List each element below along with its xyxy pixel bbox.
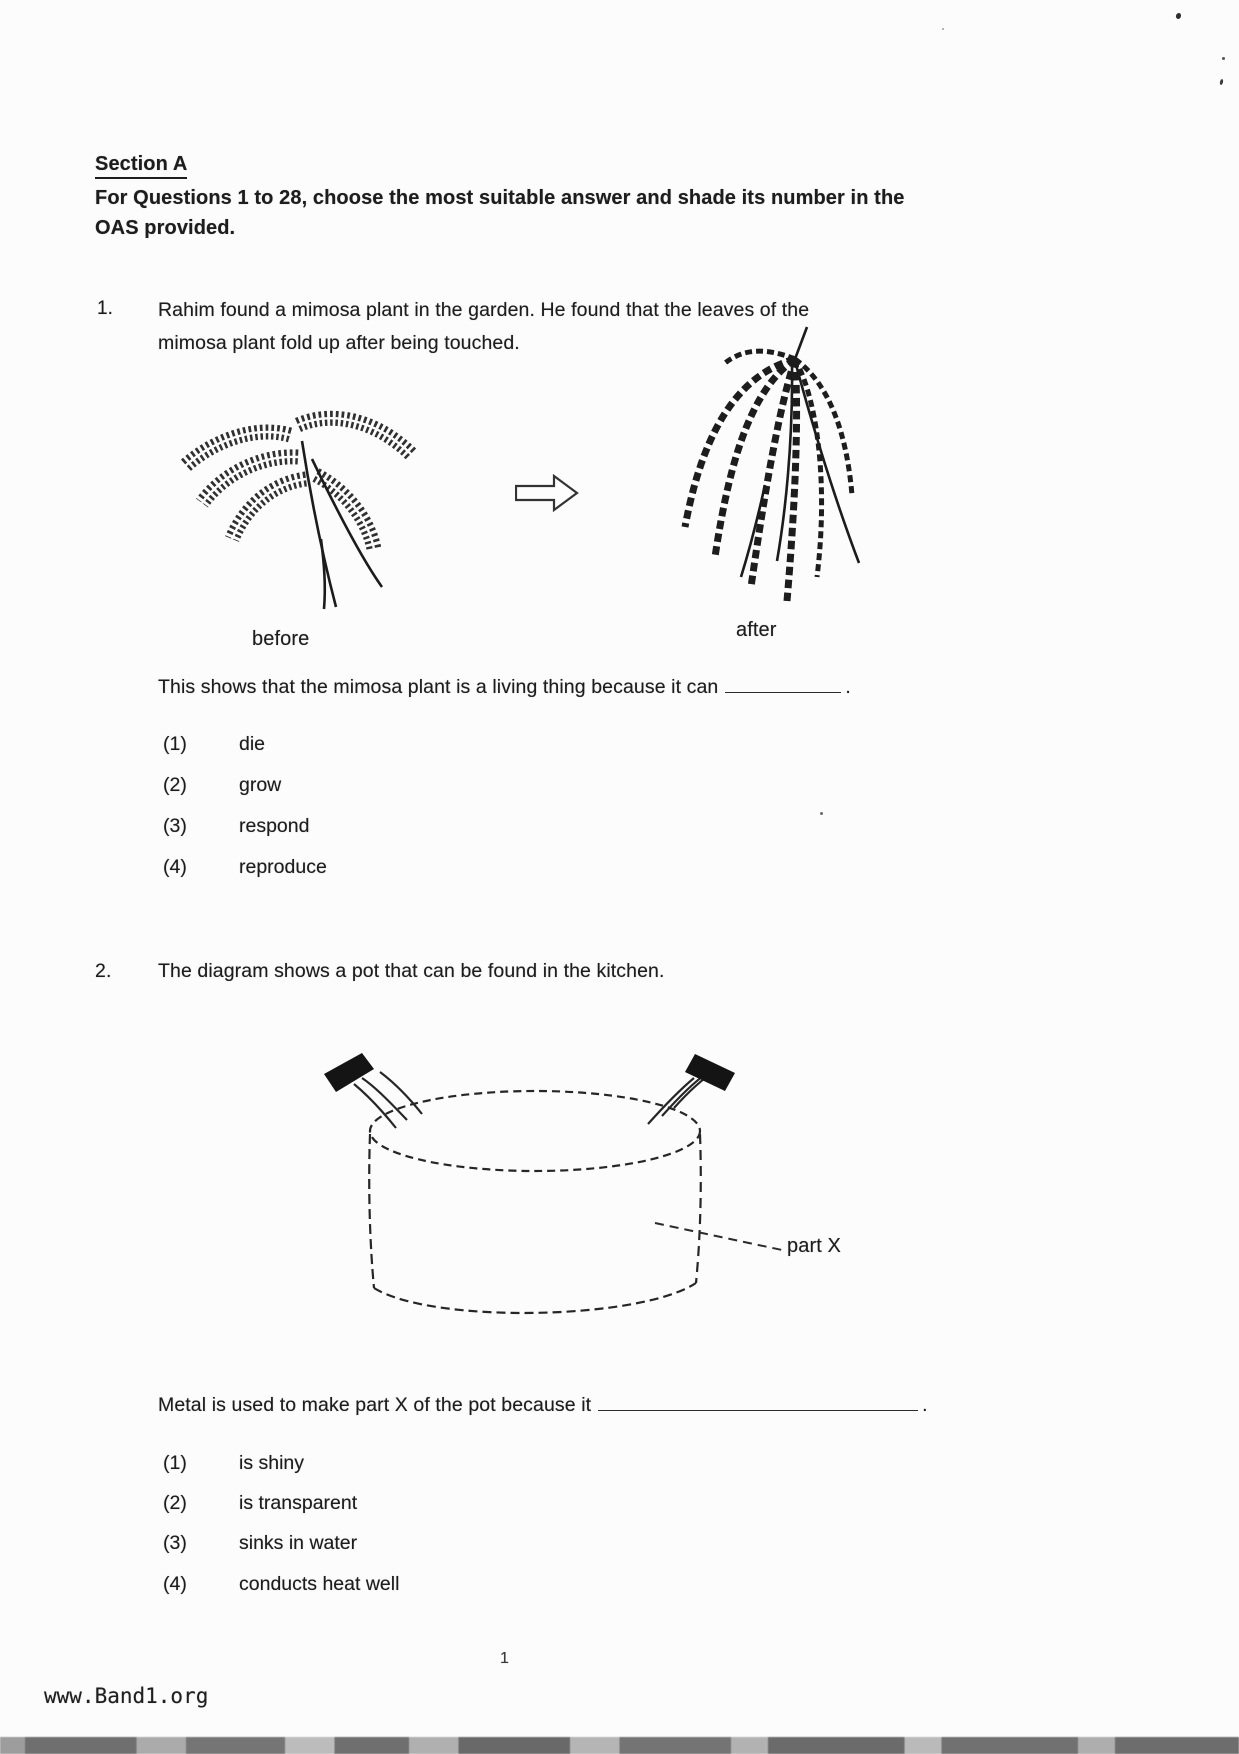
option-label: is shiny [239,1452,305,1474]
right-arrow-icon [515,474,579,512]
pot-illustration [310,1050,790,1340]
option-number: (1) [163,733,187,755]
scan-speck [820,812,823,815]
q2-option-2 [163,1492,357,1515]
pot-left-grip [324,1053,374,1092]
q2-stem-period: . [922,1394,928,1416]
option-label: respond [239,815,310,837]
q1-number: 1. [97,298,114,319]
option-number: (3) [163,1532,187,1554]
q2-stem-text: Metal is used to make part X of the pot because it [158,1394,592,1416]
option-number: (4) [163,1573,187,1595]
q1-text-line2: mimosa plant fold up after being touched. [158,332,520,354]
scan-speck [1222,57,1225,60]
option-number: (3) [163,815,187,837]
mimosa-after-illustration [645,325,870,617]
option-label: die [239,733,266,755]
q1-stem-period: . [845,676,851,698]
q1-text-line1: Rahim found a mimosa plant in the garden. He found that the leaves of the [158,299,810,321]
section-instructions-line2: OAS provided. [95,217,236,239]
q2-text: The diagram shows a pot that can be found in the kitchen. [158,960,665,982]
q1-stem-text: This shows that the mimosa plant is a living thing because it can [158,676,719,698]
option-label: grow [239,774,282,796]
q1-before-label: before [252,628,310,650]
q1-answer-blank [725,677,841,693]
q1-option-1 [163,733,265,756]
option-label: is transparent [239,1492,358,1514]
option-number: (4) [163,856,187,878]
footer-website: www.Band1.org [44,1684,209,1708]
q1-option-4 [163,856,327,879]
option-label: sinks in water [239,1532,358,1554]
q2-answer-blank [598,1395,918,1411]
q2-stem [158,1394,928,1417]
mimosa-before-illustration [150,363,450,615]
scanner-edge-bar [0,1737,1239,1754]
part-x-leader-line [655,1223,782,1250]
q2-option-4 [163,1573,399,1596]
option-label: conducts heat well [239,1573,400,1595]
option-number: (1) [163,1452,187,1474]
q2-option-3 [163,1532,357,1555]
option-label: reproduce [239,856,327,878]
q1-option-3 [163,815,309,838]
option-number: (2) [163,1492,187,1514]
q1-stem [158,676,851,699]
q1-option-2 [163,774,281,797]
q1-after-label: after [736,619,777,641]
option-number: (2) [163,774,187,796]
page-number: 1 [500,1650,509,1667]
section-instructions-line1: For Questions 1 to 28, choose the most suitable answer and shade its number in the [95,187,905,209]
q2-option-1 [163,1452,304,1475]
q2-part-label: part X [787,1235,841,1257]
q2-number: 2. [95,960,112,982]
scan-speck [1175,12,1182,19]
scan-speck [942,28,944,30]
section-title: Section A [95,152,187,179]
scan-speck [1219,79,1223,86]
